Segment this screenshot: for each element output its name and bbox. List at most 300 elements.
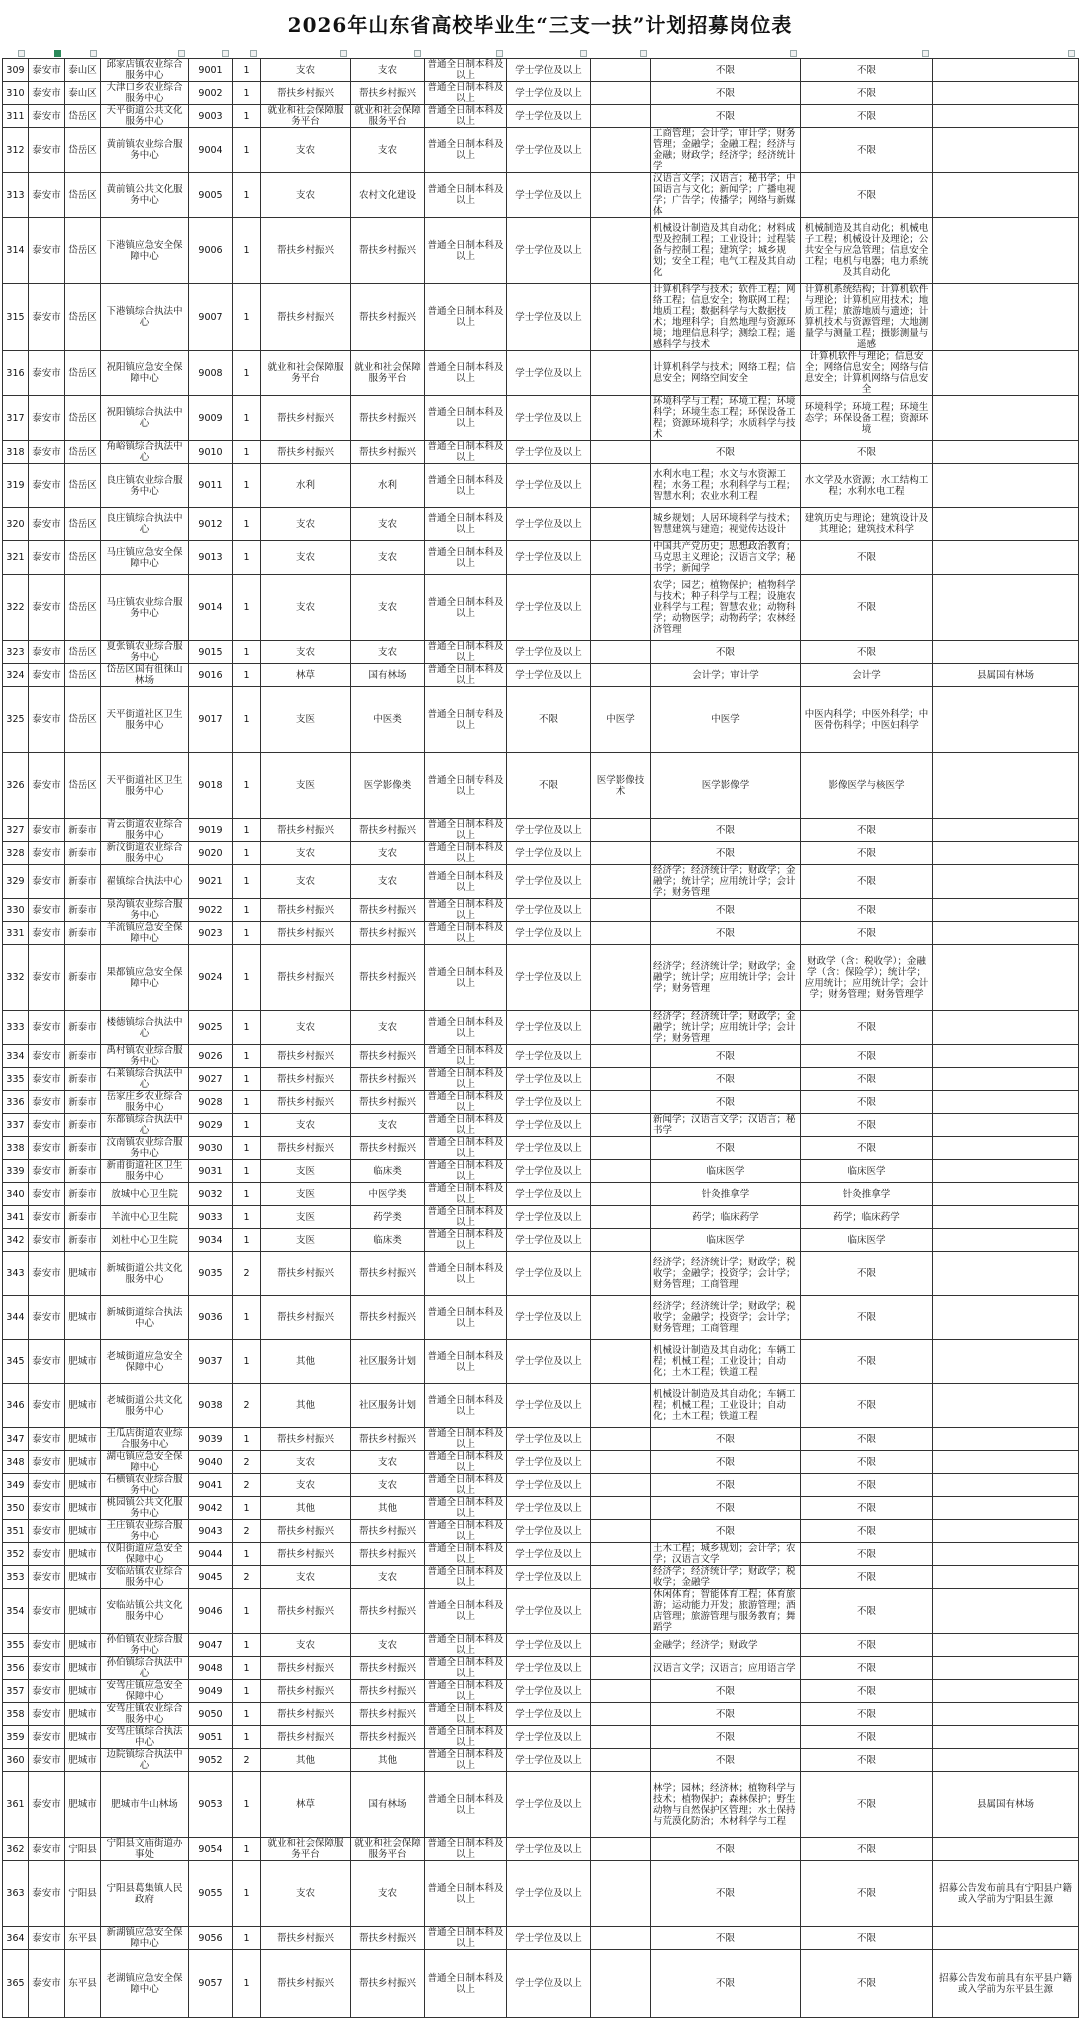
cell-code: 9024: [189, 945, 233, 1011]
cell-seq: 310: [3, 82, 29, 105]
cell-remarks: [933, 575, 1079, 641]
cell-major-undergrad: 机械设计制造及其自动化；车辆工程；机械工程；工业设计；自动化；土木工程；铁道工程: [651, 1340, 801, 1384]
cell-education: 普通全日制本科及以上: [425, 1566, 507, 1589]
cell-county: 肥城市: [65, 1680, 101, 1703]
cell-category: 支医: [261, 1183, 351, 1206]
cell-count: 1: [233, 1726, 261, 1749]
cell-major-junior: [591, 1384, 651, 1428]
cell-major-junior: [591, 1229, 651, 1252]
cell-count: 1: [233, 922, 261, 945]
cell-remarks: [933, 819, 1079, 842]
cell-remarks: [933, 1497, 1079, 1520]
cell-city: 泰安市: [29, 1772, 65, 1838]
cell-major-undergrad: 不限: [651, 1927, 801, 1950]
cell-major-junior: [591, 819, 651, 842]
cell-county: 岱岳区: [65, 218, 101, 284]
cell-major-grad: 不限: [801, 1252, 933, 1296]
table-row: [3, 1703, 1079, 1726]
cell-count: 1: [233, 1340, 261, 1384]
cell-remarks: [933, 1726, 1079, 1749]
cell-count: 1: [233, 218, 261, 284]
cell-position: 帮扶乡村振兴: [351, 218, 425, 284]
cell-major-junior: [591, 351, 651, 396]
cell-major-undergrad: 不限: [651, 1091, 801, 1114]
column-filter-icon[interactable]: [1068, 50, 1075, 57]
cell-city: 泰安市: [29, 351, 65, 396]
cell-education: 普通全日制本科及以上: [425, 945, 507, 1011]
cell-remarks: [933, 1589, 1079, 1634]
cell-major-grad: 财政学（含：税收学）；金融学（含：保险学）；统计学；应用统计；应用统计学；会计学；财务管理；财务管理学: [801, 945, 933, 1011]
cell-code: 9052: [189, 1749, 233, 1772]
cell-county: 肥城市: [65, 1589, 101, 1634]
cell-degree: 学士学位及以上: [507, 1927, 591, 1950]
cell-code: 9049: [189, 1680, 233, 1703]
cell-code: 9007: [189, 284, 233, 351]
cell-degree: 学士学位及以上: [507, 1657, 591, 1680]
cell-city: 泰安市: [29, 664, 65, 687]
cell-major-undergrad: 土木工程；城乡规划；会计学；农学；汉语言文学: [651, 1543, 801, 1566]
cell-major-grad: 不限: [801, 1589, 933, 1634]
cell-code: 9034: [189, 1229, 233, 1252]
cell-category: 就业和社会保障服务平台: [261, 351, 351, 396]
cell-count: 1: [233, 1497, 261, 1520]
cell-category: 帮扶乡村振兴: [261, 1726, 351, 1749]
cell-count: 1: [233, 753, 261, 819]
cell-city: 泰安市: [29, 1045, 65, 1068]
table-row: [3, 1183, 1079, 1206]
cell-education: 普通全日制本科及以上: [425, 218, 507, 284]
cell-degree: 学士学位及以上: [507, 922, 591, 945]
cell-major-grad: 不限: [801, 819, 933, 842]
cell-remarks: [933, 59, 1079, 82]
table-row: [3, 218, 1079, 284]
cell-major-junior: [591, 1137, 651, 1160]
cell-category: 帮扶乡村振兴: [261, 1091, 351, 1114]
cell-position: 中医学类: [351, 1183, 425, 1206]
cell-education: 普通全日制本科及以上: [425, 1206, 507, 1229]
cell-major-junior: [591, 1011, 651, 1045]
table-row: [3, 1428, 1079, 1451]
cell-major-grad: 不限: [801, 1384, 933, 1428]
cell-major-grad: 不限: [801, 1011, 933, 1045]
page-title: 2026年山东省高校毕业生“三支一扶”计划招募岗位表: [287, 13, 793, 37]
table-row: [3, 1206, 1079, 1229]
cell-major-undergrad: 不限: [651, 1497, 801, 1520]
cell-remarks: [933, 218, 1079, 284]
cell-unit: 桃园镇公共文化服务中心: [101, 1497, 189, 1520]
cell-remarks: [933, 1160, 1079, 1183]
cell-city: 泰安市: [29, 1749, 65, 1772]
cell-category: 帮扶乡村振兴: [261, 1543, 351, 1566]
cell-education: 普通全日制专科及以上: [425, 753, 507, 819]
cell-count: 2: [233, 1474, 261, 1497]
cell-major-undergrad: 休闲体育；智能体育工程；体育旅游；运动能力开发；旅游管理；酒店管理；旅游管理与服务教育；舞蹈学: [651, 1589, 801, 1634]
cell-seq: 343: [3, 1252, 29, 1296]
cell-code: 9054: [189, 1838, 233, 1861]
cell-unit: 孙伯镇农业综合服务中心: [101, 1634, 189, 1657]
cell-major-grad: 不限: [801, 1137, 933, 1160]
cell-remarks: [933, 1749, 1079, 1772]
cell-degree: 学士学位及以上: [507, 1703, 591, 1726]
cell-position: 其他: [351, 1749, 425, 1772]
cell-education: 普通全日制本科及以上: [425, 396, 507, 441]
cell-county: 肥城市: [65, 1749, 101, 1772]
cell-city: 泰安市: [29, 1474, 65, 1497]
cell-unit: 石横镇农业综合服务中心: [101, 1474, 189, 1497]
cell-position: 国有林场: [351, 1772, 425, 1838]
column-filter-icon[interactable]: [222, 50, 229, 57]
cell-degree: 学士学位及以上: [507, 641, 591, 664]
cell-education: 普通全日制本科及以上: [425, 1428, 507, 1451]
cell-remarks: [933, 1838, 1079, 1861]
cell-degree: 学士学位及以上: [507, 541, 591, 575]
cell-education: 普通全日制本科及以上: [425, 1340, 507, 1384]
cell-major-junior: [591, 284, 651, 351]
cell-major-undergrad: 不限: [651, 105, 801, 128]
cell-remarks: [933, 687, 1079, 753]
cell-degree: 学士学位及以上: [507, 1160, 591, 1183]
cell-count: 1: [233, 1011, 261, 1045]
cell-code: 9043: [189, 1520, 233, 1543]
column-filter-icon[interactable]: [790, 50, 797, 57]
cell-category: 帮扶乡村振兴: [261, 396, 351, 441]
table-row: [3, 922, 1079, 945]
cell-city: 泰安市: [29, 1114, 65, 1137]
cell-unit: 角峪镇综合执法中心: [101, 441, 189, 464]
cell-education: 普通全日制本科及以上: [425, 1114, 507, 1137]
cell-unit: 祝阳镇应急安全保障中心: [101, 351, 189, 396]
cell-position: 帮扶乡村振兴: [351, 1703, 425, 1726]
table-row: [3, 1011, 1079, 1045]
cell-category: 其他: [261, 1384, 351, 1428]
cell-major-junior: [591, 1950, 651, 2018]
cell-count: 1: [233, 1950, 261, 2018]
cell-count: 1: [233, 508, 261, 541]
cell-category: 支农: [261, 1861, 351, 1927]
cell-remarks: [933, 1183, 1079, 1206]
filter-row: [0, 50, 1080, 58]
cell-count: 1: [233, 1861, 261, 1927]
cell-major-undergrad: 不限: [651, 1451, 801, 1474]
cell-major-grad: 不限: [801, 1657, 933, 1680]
cell-city: 泰安市: [29, 1861, 65, 1927]
cell-position: 支农: [351, 1451, 425, 1474]
cell-major-junior: [591, 1428, 651, 1451]
cell-city: 泰安市: [29, 1011, 65, 1045]
cell-education: 普通全日制专科及以上: [425, 687, 507, 753]
cell-count: 1: [233, 641, 261, 664]
cell-unit: 天平街道公共文化服务中心: [101, 105, 189, 128]
cell-category: 帮扶乡村振兴: [261, 1296, 351, 1340]
cell-seq: 319: [3, 464, 29, 508]
cell-major-junior: [591, 1927, 651, 1950]
cell-degree: 学士学位及以上: [507, 1384, 591, 1428]
cell-major-junior: [591, 1703, 651, 1726]
cell-education: 普通全日制本科及以上: [425, 1252, 507, 1296]
cell-degree: 学士学位及以上: [507, 128, 591, 173]
cell-remarks: [933, 922, 1079, 945]
cell-degree: 学士学位及以上: [507, 284, 591, 351]
cell-unit: 宁阳县文庙街道办事处: [101, 1838, 189, 1861]
cell-count: 1: [233, 1137, 261, 1160]
cell-unit: 安临站镇公共文化服务中心: [101, 1589, 189, 1634]
cell-count: 2: [233, 1520, 261, 1543]
cell-major-junior: [591, 1474, 651, 1497]
cell-category: 支农: [261, 173, 351, 218]
cell-unit: 边院镇综合执法中心: [101, 1749, 189, 1772]
cell-position: 帮扶乡村振兴: [351, 1091, 425, 1114]
cell-city: 泰安市: [29, 1543, 65, 1566]
table-row: [3, 173, 1079, 218]
cell-seq: 316: [3, 351, 29, 396]
cell-degree: 学士学位及以上: [507, 575, 591, 641]
table-row: [3, 945, 1079, 1011]
column-filter-icon[interactable]: [414, 50, 421, 57]
cell-major-undergrad: 经济学；经济统计学；财政学；金融学；统计学；应用统计学；会计学；财务管理: [651, 945, 801, 1011]
cell-count: 1: [233, 173, 261, 218]
cell-count: 1: [233, 1428, 261, 1451]
cell-education: 普通全日制本科及以上: [425, 1657, 507, 1680]
cell-education: 普通全日制本科及以上: [425, 284, 507, 351]
cell-count: 1: [233, 1589, 261, 1634]
table-row: [3, 1451, 1079, 1474]
cell-county: 岱岳区: [65, 396, 101, 441]
cell-seq: 335: [3, 1068, 29, 1091]
cell-remarks: [933, 842, 1079, 865]
cell-unit: 羊流中心卫生院: [101, 1206, 189, 1229]
cell-seq: 348: [3, 1451, 29, 1474]
cell-category: 帮扶乡村振兴: [261, 1950, 351, 2018]
cell-unit: 大津口乡农业综合服务中心: [101, 82, 189, 105]
cell-position: 帮扶乡村振兴: [351, 1296, 425, 1340]
cell-major-grad: 针灸推拿学: [801, 1183, 933, 1206]
cell-remarks: [933, 1428, 1079, 1451]
cell-remarks: [933, 173, 1079, 218]
column-filter-icon[interactable]: [922, 50, 929, 57]
cell-major-junior: [591, 1497, 651, 1520]
cell-unit: 夏张镇农业综合服务中心: [101, 641, 189, 664]
cell-major-undergrad: 经济学；经济统计学；财政学；金融学；统计学；应用统计学；会计学；财务管理: [651, 865, 801, 899]
cell-degree: 学士学位及以上: [507, 842, 591, 865]
cell-county: 肥城市: [65, 1451, 101, 1474]
cell-count: 2: [233, 1252, 261, 1296]
cell-major-junior: [591, 842, 651, 865]
cell-code: 9016: [189, 664, 233, 687]
cell-position: 支农: [351, 1474, 425, 1497]
cell-unit: 新城街道综合执法中心: [101, 1296, 189, 1340]
cell-degree: 学士学位及以上: [507, 1497, 591, 1520]
cell-education: 普通全日制本科及以上: [425, 82, 507, 105]
column-filter-icon[interactable]: [18, 50, 25, 57]
cell-code: 9033: [189, 1206, 233, 1229]
column-filter-icon[interactable]: [580, 50, 587, 57]
cell-major-undergrad: 城乡规划；人居环境科学与技术；智慧建筑与建造；视觉传达设计: [651, 508, 801, 541]
cell-county: 宁阳县: [65, 1838, 101, 1861]
cell-major-grad: 不限: [801, 899, 933, 922]
cell-major-junior: [591, 464, 651, 508]
cell-major-undergrad: 临床医学: [651, 1229, 801, 1252]
column-filter-icon[interactable]: [640, 50, 647, 57]
cell-unit: 天平街道社区卫生服务中心: [101, 687, 189, 753]
cell-category: 支农: [261, 1011, 351, 1045]
cell-major-junior: [591, 541, 651, 575]
cell-major-undergrad: 不限: [651, 1045, 801, 1068]
cell-unit: 安驾庄镇综合执法中心: [101, 1726, 189, 1749]
cell-unit: 青云街道农业综合服务中心: [101, 819, 189, 842]
cell-major-junior: [591, 1543, 651, 1566]
cell-major-grad: 不限: [801, 441, 933, 464]
cell-category: 就业和社会保障服务平台: [261, 1838, 351, 1861]
cell-major-junior: [591, 1206, 651, 1229]
cell-education: 普通全日制本科及以上: [425, 351, 507, 396]
cell-education: 普通全日制本科及以上: [425, 1137, 507, 1160]
cell-seq: 309: [3, 59, 29, 82]
column-filter-icon[interactable]: [54, 50, 61, 57]
cell-seq: 324: [3, 664, 29, 687]
cell-degree: 不限: [507, 753, 591, 819]
cell-remarks: 县属国有林场: [933, 1772, 1079, 1838]
cell-remarks: [933, 945, 1079, 1011]
cell-major-undergrad: 环境科学与工程；环境工程；环境科学；环境生态工程；环保设备工程；资源环境科学；水质科学与技术: [651, 396, 801, 441]
cell-seq: 325: [3, 687, 29, 753]
cell-category: 支农: [261, 575, 351, 641]
cell-major-grad: 不限: [801, 1474, 933, 1497]
cell-count: 1: [233, 575, 261, 641]
cell-code: 9037: [189, 1340, 233, 1384]
cell-seq: 311: [3, 105, 29, 128]
cell-education: 普通全日制本科及以上: [425, 1497, 507, 1520]
cell-county: 新泰市: [65, 922, 101, 945]
cell-seq: 351: [3, 1520, 29, 1543]
cell-count: 2: [233, 1384, 261, 1428]
cell-city: 泰安市: [29, 218, 65, 284]
cell-position: 支农: [351, 59, 425, 82]
column-filter-icon[interactable]: [340, 50, 347, 57]
cell-city: 泰安市: [29, 1091, 65, 1114]
column-filter-icon[interactable]: [178, 50, 185, 57]
cell-seq: 336: [3, 1091, 29, 1114]
cell-degree: 学士学位及以上: [507, 899, 591, 922]
cell-major-grad: 不限: [801, 1927, 933, 1950]
cell-major-undergrad: 计算机科学与技术；软件工程；网络工程；信息安全；物联网工程；地质工程；数据科学与大数据技术；地理科学；自然地理与资源环境；地理信息科学；测绘工程；遥感科学与技术: [651, 284, 801, 351]
cell-remarks: [933, 1340, 1079, 1384]
cell-unit: 下港镇应急安全保障中心: [101, 218, 189, 284]
cell-position: 农村文化建设: [351, 173, 425, 218]
table-row: [3, 842, 1079, 865]
cell-position: 就业和社会保障服务平台: [351, 351, 425, 396]
cell-unit: 安驾庄镇农业综合服务中心: [101, 1703, 189, 1726]
cell-category: 支医: [261, 1160, 351, 1183]
cell-major-grad: 不限: [801, 1045, 933, 1068]
cell-major-junior: [591, 1183, 651, 1206]
cell-major-junior: [591, 59, 651, 82]
cell-code: 9035: [189, 1252, 233, 1296]
cell-position: 帮扶乡村振兴: [351, 82, 425, 105]
cell-code: 9003: [189, 105, 233, 128]
table-row: [3, 1252, 1079, 1296]
cell-county: 新泰市: [65, 899, 101, 922]
cell-seq: 361: [3, 1772, 29, 1838]
cell-unit: 王瓜店街道农业综合服务中心: [101, 1428, 189, 1451]
cell-major-grad: 不限: [801, 1451, 933, 1474]
cell-code: 9002: [189, 82, 233, 105]
cell-position: 社区服务计划: [351, 1384, 425, 1428]
cell-position: 就业和社会保障服务平台: [351, 105, 425, 128]
table-row: [3, 1861, 1079, 1927]
cell-education: 普通全日制本科及以上: [425, 1749, 507, 1772]
cell-category: 帮扶乡村振兴: [261, 899, 351, 922]
cell-degree: 学士学位及以上: [507, 1091, 591, 1114]
cell-degree: 学士学位及以上: [507, 441, 591, 464]
cell-degree: 学士学位及以上: [507, 1428, 591, 1451]
cell-city: 泰安市: [29, 819, 65, 842]
cell-seq: 359: [3, 1726, 29, 1749]
cell-code: 9015: [189, 641, 233, 664]
cell-city: 泰安市: [29, 1229, 65, 1252]
cell-major-grad: 环境科学；环境工程；环境生态学；环保设备工程；资源环境: [801, 396, 933, 441]
cell-seq: 331: [3, 922, 29, 945]
cell-position: 其他: [351, 1497, 425, 1520]
cell-code: 9051: [189, 1726, 233, 1749]
cell-seq: 327: [3, 819, 29, 842]
cell-code: 9028: [189, 1091, 233, 1114]
cell-education: 普通全日制本科及以上: [425, 508, 507, 541]
table-row: [3, 82, 1079, 105]
cell-code: 9045: [189, 1566, 233, 1589]
column-filter-icon[interactable]: [90, 50, 97, 57]
cell-county: 肥城市: [65, 1384, 101, 1428]
cell-category: 支农: [261, 842, 351, 865]
cell-education: 普通全日制本科及以上: [425, 1045, 507, 1068]
cell-major-undergrad: 不限: [651, 441, 801, 464]
cell-degree: 学士学位及以上: [507, 82, 591, 105]
cell-major-undergrad: 农学；园艺；植物保护；植物科学与技术；种子科学与工程；设施农业科学与工程；智慧农业；动物科学；动物医学；动物药学；农林经济管理: [651, 575, 801, 641]
cell-city: 泰安市: [29, 1206, 65, 1229]
column-filter-icon[interactable]: [496, 50, 503, 57]
column-filter-icon[interactable]: [250, 50, 257, 57]
cell-county: 肥城市: [65, 1726, 101, 1749]
cell-county: 新泰市: [65, 1206, 101, 1229]
cell-degree: 学士学位及以上: [507, 1861, 591, 1927]
table-row: [3, 128, 1079, 173]
cell-major-junior: [591, 173, 651, 218]
table-row: [3, 1520, 1079, 1543]
cell-education: 普通全日制本科及以上: [425, 1068, 507, 1091]
cell-major-grad: 不限: [801, 59, 933, 82]
cell-code: 9008: [189, 351, 233, 396]
cell-major-grad: 不限: [801, 1428, 933, 1451]
cell-major-undergrad: 不限: [651, 1838, 801, 1861]
cell-category: 支医: [261, 1229, 351, 1252]
cell-county: 新泰市: [65, 1091, 101, 1114]
cell-county: 岱岳区: [65, 464, 101, 508]
table-row: [3, 1927, 1079, 1950]
cell-code: 9026: [189, 1045, 233, 1068]
cell-code: 9042: [189, 1497, 233, 1520]
cell-category: 就业和社会保障服务平台: [261, 105, 351, 128]
cell-count: 1: [233, 842, 261, 865]
cell-seq: 315: [3, 284, 29, 351]
cell-seq: 323: [3, 641, 29, 664]
cell-count: 1: [233, 284, 261, 351]
cell-major-grad: 不限: [801, 1114, 933, 1137]
cell-category: 帮扶乡村振兴: [261, 1927, 351, 1950]
cell-county: 肥城市: [65, 1566, 101, 1589]
cell-city: 泰安市: [29, 541, 65, 575]
cell-county: 东平县: [65, 1950, 101, 2018]
cell-remarks: [933, 464, 1079, 508]
cell-education: 普通全日制本科及以上: [425, 1703, 507, 1726]
